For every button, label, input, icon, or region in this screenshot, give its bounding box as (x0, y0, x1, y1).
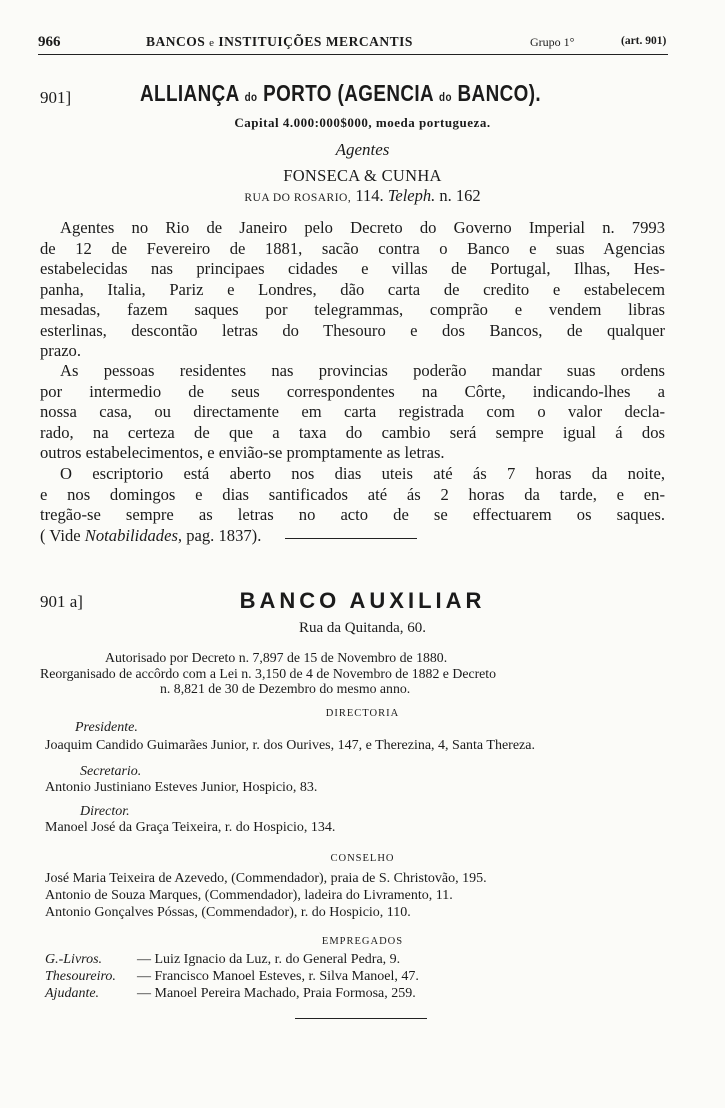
role-presidente: Presidente. (75, 720, 138, 735)
paragraph-agentes (40, 218, 665, 362)
text-line: Reorganisado de accôrdo com a Lei n. 3,150 de 4 de Novembro de 1882 e Decreto (40, 665, 497, 681)
text-line: por intermedio de seus correspondentes na Côrte, indicando-lhes a (40, 381, 665, 401)
separator-rule (285, 538, 417, 539)
text-line: Autorisado por Decreto n. 7,897 de 15 de Novembro de 1880. (105, 650, 448, 665)
address-number: 114. (355, 186, 384, 205)
empregado-name: — Manoel Pereira Machado, Praia Formosa, 259. (137, 986, 416, 1001)
telephone-label: Teleph. (387, 186, 436, 205)
bank-address: Rua da Quitanda, 60. (298, 620, 427, 636)
role-director: Director. (80, 804, 130, 819)
text-line: tregão-se sempre as letras no acto de se effectuarem os saques. (40, 505, 665, 524)
vide-italic: Notabilidades, (84, 525, 183, 545)
person-conselho: José Maria Teixeira de Azevedo, (Commendador), praia de S. Christovão, 195. (45, 871, 487, 886)
person-conselho: Antonio de Souza Marques, (Commendador), ladeira do Livramento, 11. (45, 888, 453, 903)
role-secretario: Secretario. (80, 764, 142, 779)
text-line: e nos domingos e dias santificados até ás 2 horas da tarde, e en- (40, 484, 665, 504)
empregado-row (45, 986, 416, 1002)
text-line: panha, Italia, Pariz e Londres, dão carta de credito e estabelecem (40, 279, 665, 299)
firm-name: FONSECA & CUNHA (283, 166, 442, 185)
text-line: outros estabelecimentos, e envião-se promptamente as letras. (40, 443, 445, 462)
empregado-name: — Francisco Manoel Esteves, r. Silva Manoel, 47. (137, 969, 419, 984)
paragraph-provincias (40, 361, 665, 464)
vide-reference (40, 526, 665, 547)
empregado-row (45, 969, 419, 985)
telephone-number: n. 162 (439, 186, 481, 205)
text-line: n. 8,821 de 30 de Dezembro do mesmo anno. (160, 681, 411, 696)
entry-title: BANCO AUXILIAR (239, 588, 486, 613)
empregados-label: EMPREGADOS (321, 936, 404, 947)
vide-open: ( Vide (40, 525, 81, 545)
address-street: RUA DO ROSARIO, (244, 192, 352, 204)
text-line: O escriptorio está aberto nos dias uteis até ás 7 horas da noite, (60, 464, 665, 483)
text-line: estabelecidas nas principaes cidades e villas de Portugal, Ilhas, Hes- (40, 259, 665, 278)
grupo-label: Grupo 1° (530, 35, 575, 49)
running-header (38, 28, 668, 55)
entry-number: 901 a] (40, 592, 83, 611)
firm-address (0, 186, 725, 206)
running-title-e: e (209, 37, 215, 49)
empregado-role: Ajudante. (45, 986, 100, 1001)
empregado-name: — Luiz Ignacio da Luz, r. do General Pedra, 9. (137, 952, 401, 967)
entry-number: 901] (40, 88, 72, 107)
text-line: Agentes no Rio de Janeiro pelo Decreto do Governo Imperial n. 7993 (60, 218, 665, 237)
entry-title (140, 80, 541, 107)
entry-title-part: BANCO). (457, 80, 542, 106)
text-line: prazo. (40, 341, 81, 360)
directoria-label: DIRECTORIA (325, 708, 400, 719)
agentes-label: Agentes (335, 140, 390, 159)
running-title-rest: INSTITUIÇÕES MERCANTIS (218, 34, 413, 49)
person-conselho: Antonio Gonçalves Póssas, (Commendador), r. do Hospicio, 110. (45, 905, 411, 920)
person-director: Manoel José da Graça Teixeira, r. do Hospicio, 134. (45, 820, 336, 835)
empregado-role: Thesoureiro. (45, 969, 116, 984)
person-secretario: Antonio Justiniano Esteves Junior, Hospicio, 83. (45, 780, 318, 795)
empregado-row (45, 952, 400, 968)
entry-title-part: PORTO (AGENCIA (263, 80, 434, 106)
empregado-role: G.-Livros. (45, 952, 103, 967)
capital-line: Capital 4.000:000$000, moeda portugueza. (234, 115, 491, 130)
decree-block (40, 650, 665, 697)
running-title-main: BANCOS (146, 34, 206, 49)
text-line: mesadas, fazem saques por telegrammas, comprão e vendem libras (40, 300, 665, 319)
text-line: de 12 de Fevereiro de 1881, sacão contra o Banco e suas Agencias (40, 238, 665, 258)
text-line: As pessoas residentes nas provincias poderão mandar suas ordens (60, 361, 665, 380)
text-line: rado, na certeza de que a taxa do cambio será sempre igual á dos (40, 422, 665, 442)
entry-title-part: do (244, 90, 258, 104)
vide-close: pag. 1837). (186, 525, 262, 545)
entry-title-part: ALLIANÇA (140, 80, 239, 106)
separator-rule (295, 1018, 427, 1019)
conselho-label: CONSELHO (330, 853, 395, 864)
person-presidente: Joaquim Candido Guimarães Junior, r. dos Ourives, 147, e Therezina, 4, Santa Thereza. (45, 738, 535, 753)
text-line: nossa casa, ou directamente em carta registrada com o valor decla- (40, 402, 665, 421)
paragraph-escriptorio (40, 464, 665, 546)
text-line: esterlinas, descontão letras do Thesouro e dos Bancos, de qualquer (40, 320, 665, 340)
running-title (146, 34, 413, 50)
article-ref: (art. 901) (621, 35, 667, 47)
entry-title-part: do (439, 90, 452, 104)
page-number: 966 (38, 34, 61, 50)
